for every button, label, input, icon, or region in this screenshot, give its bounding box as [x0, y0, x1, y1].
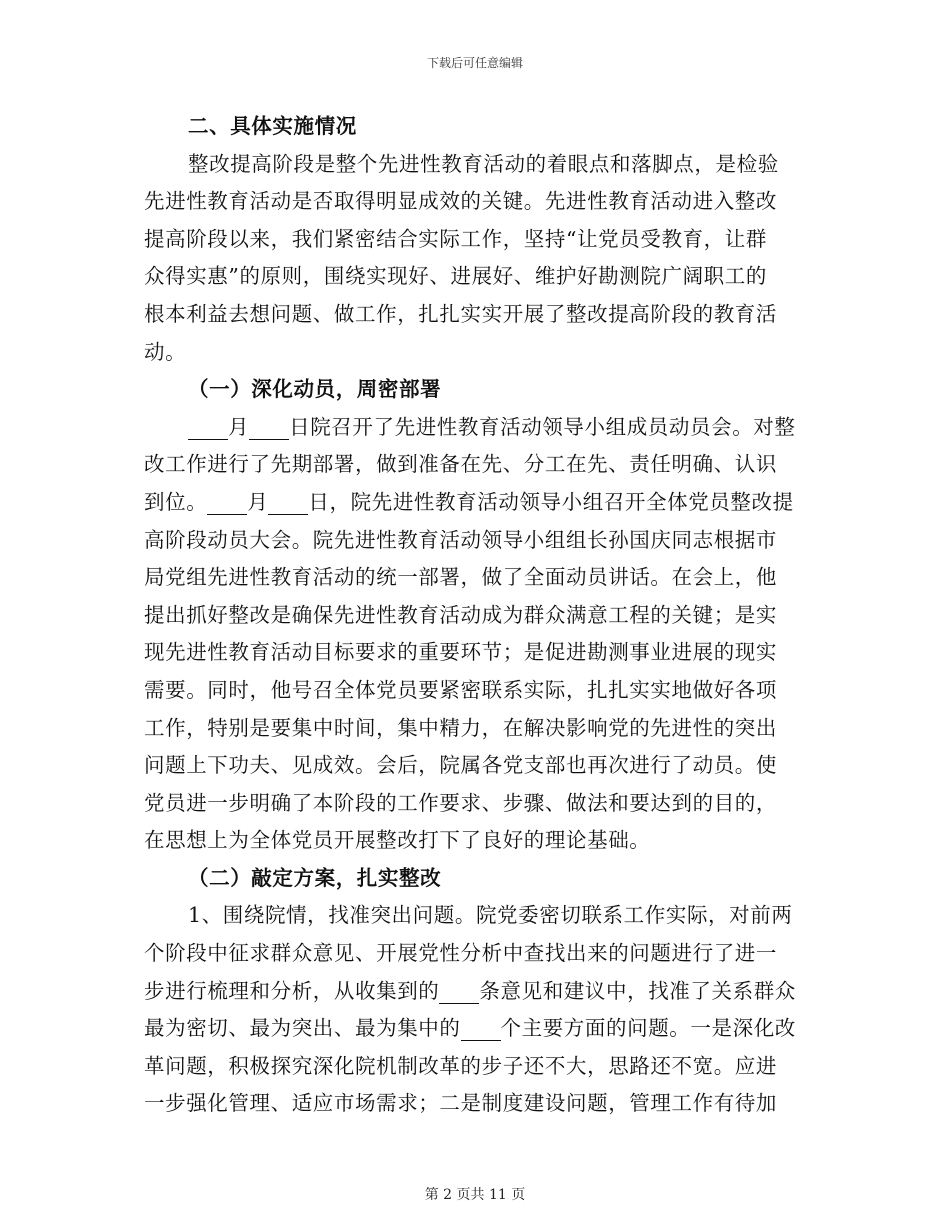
- paragraph-line: 改工作进行了先期部署，做到准备在先、分工在先、责任明确、认识: [144, 452, 777, 477]
- text-span: 月: [247, 489, 269, 514]
- paragraph-line: [144, 1010, 804, 1048]
- section-heading: 二、具体实施情况: [188, 114, 357, 138]
- paragraph-line: 在思想上为全体党员开展整改打下了良好的理论基础。: [144, 828, 651, 853]
- paragraph-line: 现先进性教育活动目标要求的重要环节；是促进勘测事业进展的现实: [144, 640, 777, 665]
- paragraph-line: 根本利益去想问题、做工作，扎扎实实开展了整改提高阶段的教育活: [144, 301, 777, 326]
- paragraph-line: 个阶段中征求群众意见、开展党性分析中查找出来的问题进行了进一: [144, 941, 777, 966]
- blank-underline: [188, 413, 228, 440]
- document-body: [144, 108, 804, 1123]
- paragraph-line: 一步强化管理、适应市场需求；二是制度建设问题，管理工作有待加: [144, 1091, 777, 1116]
- paragraph-line: 高阶段动员大会。院先进性教育活动领导小组组长孙国庆同志根据市: [144, 527, 777, 552]
- text-span: 到位。: [144, 489, 208, 514]
- blank-underline: [461, 1014, 501, 1041]
- text-span: 最为密切、最为突出、最为集中的: [144, 1016, 461, 1041]
- paragraph-line: 局党组先进性教育活动的统一部署，做了全面动员讲话。在会上，他: [144, 565, 777, 590]
- paragraph-line: [144, 484, 804, 522]
- paragraph-line: 先进性教育活动是否取得明显成效的关键。先进性教育活动进入整改: [144, 189, 777, 214]
- text-span: 日，院先进性教育活动领导小组召开全体党员整改提: [308, 489, 794, 514]
- blank-underline: [207, 488, 247, 515]
- paragraph-line: 工作，特别是要集中时间，集中精力，在解决影响党的先进性的突出: [144, 715, 777, 740]
- blank-underline: [249, 413, 289, 440]
- paragraph-line: 提高阶段以来，我们紧密结合实际工作，坚持“让党员受教育，让群: [144, 226, 767, 251]
- paragraph-line: 众得实惠”的原则，围绕实现好、进展好、维护好勘测院广阔职工的: [144, 264, 767, 289]
- text-span: 步进行梳理和分析，从收集到的: [144, 978, 440, 1003]
- text-span: 日院召开了先进性教育活动领导小组成员动员会。对整: [289, 414, 796, 439]
- paragraph-line: [144, 409, 804, 447]
- subsection-heading: （一）深化动员，周密部署: [188, 377, 442, 402]
- paragraph-line: 整改提高阶段是整个先进性教育活动的着眼点和落脚点，是检验: [188, 151, 779, 176]
- subsection-heading: （二）敲定方案，扎实整改: [188, 865, 442, 890]
- text-span: 月: [228, 414, 250, 439]
- paragraph-line: 动。: [144, 339, 187, 364]
- paragraph-line: 1、围绕院情，找准突出问题。院党委密切联系工作实际，对前两: [188, 903, 793, 928]
- text-span: 条意见和建议中，找准了关系群众: [479, 978, 796, 1003]
- paragraph-line: 党员进一步明确了本阶段的工作要求、步骤、做法和要达到的目的，: [144, 790, 777, 815]
- page-footer: 第 2 页共 11 页: [424, 1187, 526, 1203]
- paragraph-line: 提出抓好整改是确保先进性教育活动成为群众满意工程的关键；是实: [144, 602, 777, 627]
- paragraph-line: 需要。同时，他号召全体党员要紧密联系实际，扎扎实实地做好各项: [144, 677, 777, 702]
- blank-underline: [439, 977, 479, 1004]
- paragraph-line: 革问题，积极探究深化院机制改革的步子还不大，思路还不宽。应进: [144, 1053, 777, 1078]
- page-header: 下载后可任意编辑: [426, 56, 523, 70]
- paragraph-line: [144, 973, 804, 1011]
- blank-underline: [268, 488, 308, 515]
- paragraph-line: 问题上下功夫、见成效。会后，院属各党支部也再次进行了动员。使: [144, 753, 777, 778]
- text-span: 个主要方面的问题。一是深化改: [500, 1016, 796, 1041]
